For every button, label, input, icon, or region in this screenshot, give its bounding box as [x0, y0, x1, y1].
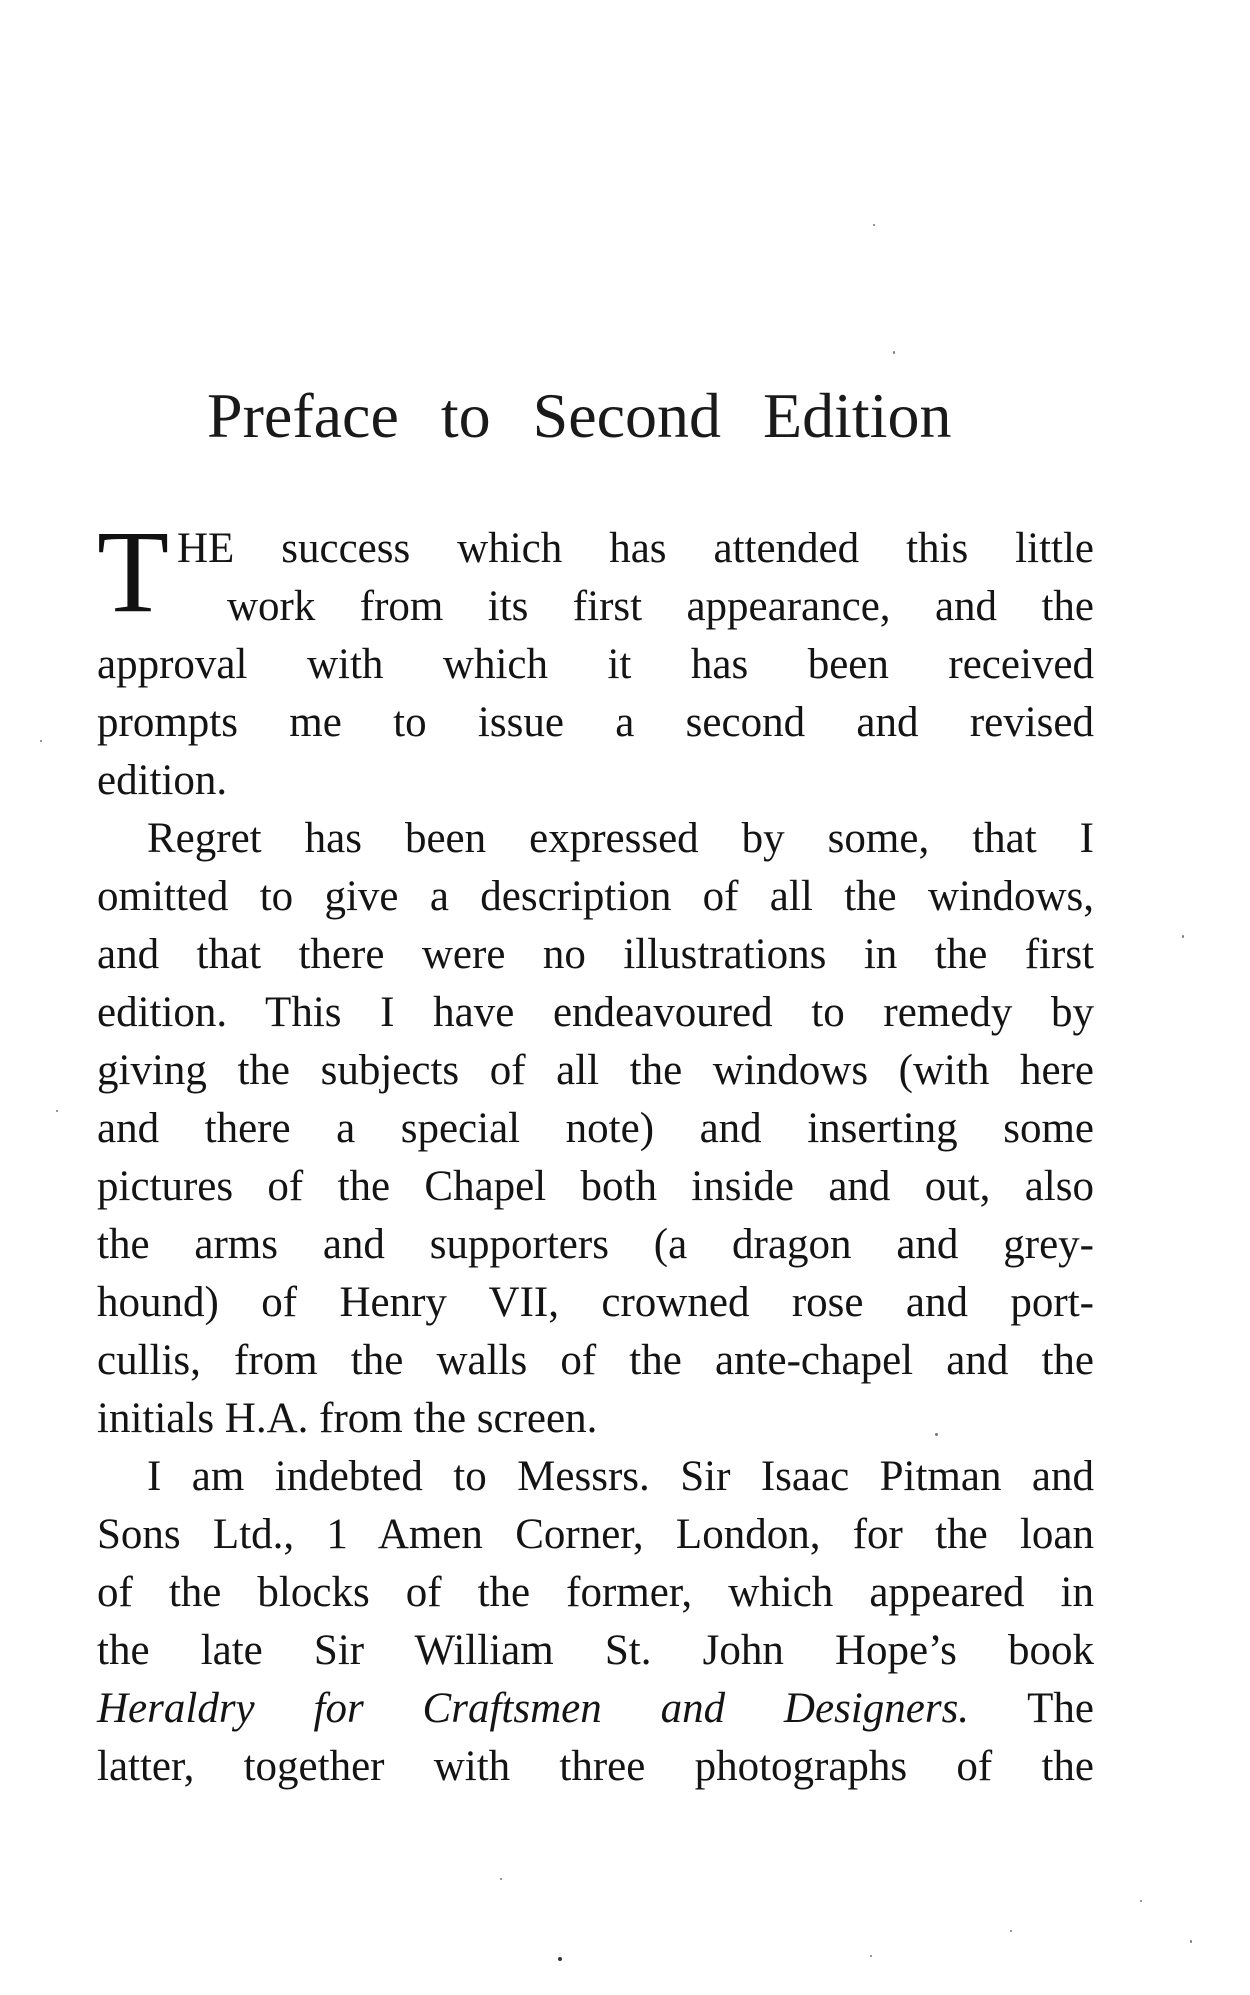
paragraph-1 [97, 506, 1094, 810]
paragraph-2 [97, 810, 1094, 1448]
text-line: and that there were no illustrations in the first [97, 931, 1094, 978]
text-line: giving the subjects of all the windows (with here [97, 1047, 1094, 1094]
text-line: Sons Ltd., 1 Amen Corner, London, for the loan [97, 1511, 1094, 1558]
text-line: Regret has been expressed by some, that I [147, 815, 1094, 862]
paragraph-3 [97, 1448, 1094, 1796]
text-line: the arms and supporters (a dragon and grey- [97, 1221, 1094, 1268]
text-line: initials H.A. from the screen. [97, 1395, 598, 1442]
text-line: edition. [97, 757, 228, 804]
drop-cap: T [97, 506, 170, 637]
text-line: of the blocks of the former, which appeared in [97, 1569, 1094, 1616]
text-line: pictures of the Chapel both inside and out, also [97, 1163, 1094, 1210]
text-line: and there a special note) and inserting some [97, 1105, 1094, 1152]
text-line: work from its first appearance, and the [227, 583, 1094, 630]
text-line: latter, together with three photographs of the [97, 1743, 1094, 1790]
text-line: edition. This I have endeavoured to remedy by [97, 989, 1094, 1036]
text-line: prompts me to issue a second and revised [97, 699, 1094, 746]
text-line: the late Sir William St. John Hope’s book [97, 1627, 1094, 1674]
text-line-mixed [97, 1680, 1094, 1738]
page-title: Preface to Second Edition [207, 380, 952, 451]
book-title-italic: Heraldry for Craftsmen and Designers. [97, 1685, 970, 1732]
text-line: I am indebted to Messrs. Sir Isaac Pitman and [147, 1453, 1094, 1500]
text-line: cullis, from the walls of the ante-chapel and the [97, 1337, 1094, 1384]
text-line: HE success which has attended this little [177, 525, 1094, 572]
preface-body [97, 506, 1095, 1796]
text-line: hound) of Henry VII, crowned rose and port- [97, 1279, 1094, 1326]
text-line: omitted to give a description of all the windows, [97, 873, 1094, 920]
text-fragment: The [1027, 1685, 1095, 1732]
text-line: approval with which it has been received [97, 641, 1094, 688]
